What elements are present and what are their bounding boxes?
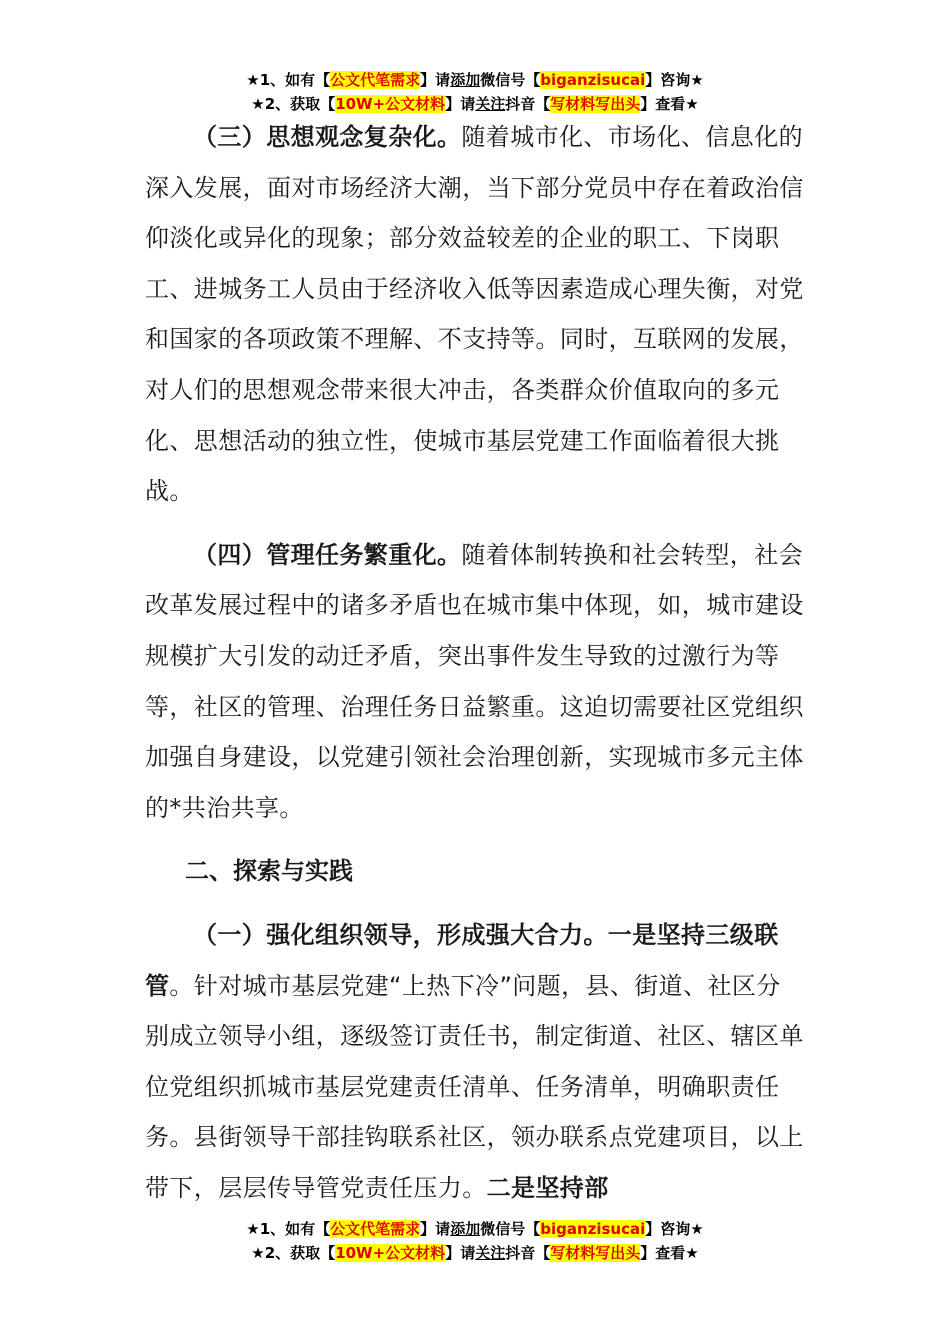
- banner-text: 】咨询★: [645, 71, 704, 89]
- banner-text: ★1、如有【: [246, 71, 331, 89]
- banner-text: ★2、获取【: [251, 95, 336, 113]
- paragraph-text: 随着城市化、市场化、信息化的深入发展，面对市场经济大潮，当下部分党员中存在着政治信仰淡化或异化的现象；部分效益较差的企业的职工、下岗职工、进城务工人员由于经济收入低等因素造成心理失衡，对党和国家的各项政策不理解、不支持等。同时，互联网的发展，对人们的思想观念带来很大冲击，各类群众价值取向的多元化、思想活动的独立性，使城市基层党建工作面临着很大挑战。: [145, 123, 804, 506]
- banner-text: 抖音【: [505, 95, 551, 113]
- paragraph-lead-2: 二是坚持部: [486, 1173, 609, 1202]
- banner-text: 】查看★: [640, 1244, 699, 1262]
- banner-text: 抖音【: [505, 1244, 551, 1262]
- banner-text: 】请: [420, 1220, 451, 1238]
- paragraph-4: [145, 530, 805, 834]
- banner-highlight: 写材料写出头: [550, 95, 641, 113]
- banner-highlight: biganzisucai: [540, 71, 646, 89]
- banner-text: 微信号【: [480, 1220, 541, 1238]
- section-heading: 二、探索与实践: [185, 857, 353, 886]
- document-body: [145, 112, 805, 1213]
- paragraph-3: [145, 112, 805, 517]
- banner-underlined: 关注: [475, 95, 506, 113]
- banner-text: 】请: [445, 1244, 476, 1262]
- paragraph-text: 随着体制转换和社会转型，社会改革发展过程中的诸多矛盾也在城市集中体现，如，城市建设规模扩大引发的动迁矛盾，突出事件发生导致的过激行为等等，社区的管理、治理任务日益繁重。这迫切需要社区党组织加强自身建设，以党建引领社会治理创新，实现城市多元主体的*共治共享。: [145, 540, 804, 822]
- banner-text: 】请: [445, 95, 476, 113]
- banner-text: 】咨询★: [645, 1220, 704, 1238]
- banner-line-1: [0, 1217, 950, 1241]
- banner-underlined: 关注: [475, 1244, 506, 1262]
- bottom-banner: [0, 1217, 950, 1265]
- banner-underlined: 添加: [450, 71, 481, 89]
- banner-highlight: 公文代笔需求: [330, 1220, 421, 1238]
- banner-underlined: 添加: [450, 1220, 481, 1238]
- banner-line-1: [0, 68, 950, 92]
- banner-text: ★2、获取【: [251, 1244, 336, 1262]
- banner-text: 】查看★: [640, 95, 699, 113]
- banner-highlight: 公文代笔需求: [330, 71, 421, 89]
- banner-text: 】请: [420, 71, 451, 89]
- banner-highlight: biganzisucai: [540, 1220, 646, 1238]
- banner-highlight: 10W+公文材料: [335, 1244, 446, 1262]
- paragraph-lead: （三）思想观念复杂化。: [193, 123, 462, 151]
- banner-text: 微信号【: [480, 71, 541, 89]
- banner-highlight: 10W+公文材料: [335, 95, 446, 113]
- paragraph-lead: （四）管理任务繁重化。: [193, 540, 462, 569]
- paragraph-5: [145, 910, 805, 1214]
- banner-text: ★1、如有【: [246, 1220, 331, 1238]
- paragraph-text: 。针对城市基层党建“上热下冷”问题，县、街道、社区分别成立领导小组，逐级签订责任书，制定街道、社区、辖区单位党组织抓城市基层党建责任清单、任务清单，明确职责任务。县街领导干部挂钩联系社区，领办联系点党建项目，以上带下，层层传导管党责任压力。: [145, 971, 804, 1202]
- banner-highlight: 写材料写出头: [550, 1244, 641, 1262]
- paragraph-lead: （一）强化组织领导，形成强大合力。一是坚持三级联管: [145, 920, 779, 1000]
- top-banner: [0, 68, 950, 116]
- banner-line-2: [0, 1241, 950, 1265]
